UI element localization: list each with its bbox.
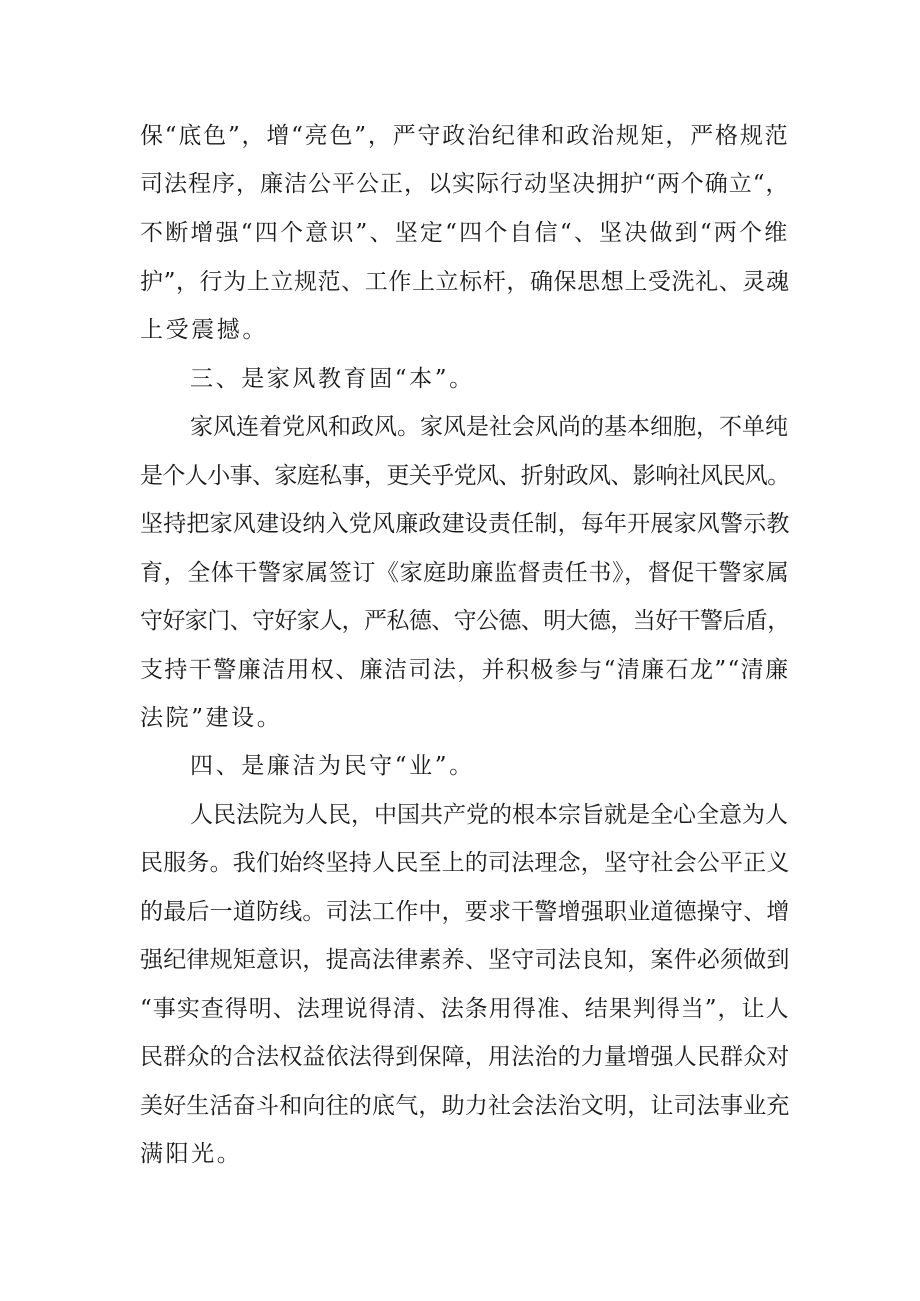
text-line: 上受震撼。 — [140, 317, 268, 343]
section-heading: 四、是廉洁为民守“业”。 — [190, 753, 475, 779]
text-line: 不断增强“四个意识”、坚定“四个自信“、坚决做到“两个维 — [140, 220, 790, 246]
text-line: 美好生活奋斗和向往的底气，助力社会法治文明，让司法事业充 — [140, 1093, 790, 1119]
text-line: 法院”建设。 — [140, 705, 283, 731]
text-line: 是个人小事、家庭私事，更关乎党风、折射政风、影响社风民风。 — [140, 463, 790, 489]
text-line: 守好家门、守好家人，严私德、守公德、明大德，当好干警后盾， — [140, 608, 790, 634]
text-line: 坚持把家风建设纳入党风廉政建设责任制，每年开展家风警示教 — [140, 511, 790, 537]
text-line: 育，全体干警家属签订《家庭助廉监督责任书》，督促干警家属 — [140, 560, 790, 586]
text-line: 家风连着党风和政风。家风是社会风尚的基本细胞，不单纯 — [190, 414, 788, 440]
text-line: 保“底色”，增“亮色”，严守政治纪律和政治规矩，严格规范 — [140, 123, 790, 149]
text-line: 人民法院为人民，中国共产党的根本宗旨就是全心全意为人 — [190, 802, 788, 828]
text-line: 强纪律规矩意识，提高法律素养、坚守司法良知，案件必须做到 — [140, 947, 790, 973]
text-line: 支持干警廉洁用权、廉洁司法，并积极参与“清廉石龙”“清廉 — [140, 657, 790, 683]
text-line: 司法程序，廉洁公平公正，以实际行动坚决拥护“两个确立“， — [140, 171, 790, 197]
text-line: 民群众的合法权益依法得到保障，用法治的力量增强人民群众对 — [140, 1044, 790, 1070]
text-line: 护”，行为上立规范、工作上立标杆，确保思想上受洗礼、灵魂 — [140, 269, 790, 295]
text-line: “事实查得明、法理说得清、法条用得准、结果判得当”，让人 — [140, 996, 790, 1022]
text-line: 满阳光。 — [140, 1141, 243, 1167]
text-line: 的最后一道防线。司法工作中，要求干警增强职业道德操守、增 — [140, 899, 790, 925]
text-line: 民服务。我们始终坚持人民至上的司法理念，坚守社会公平正义 — [140, 850, 790, 876]
section-heading: 三、是家风教育固“本”。 — [190, 366, 475, 392]
